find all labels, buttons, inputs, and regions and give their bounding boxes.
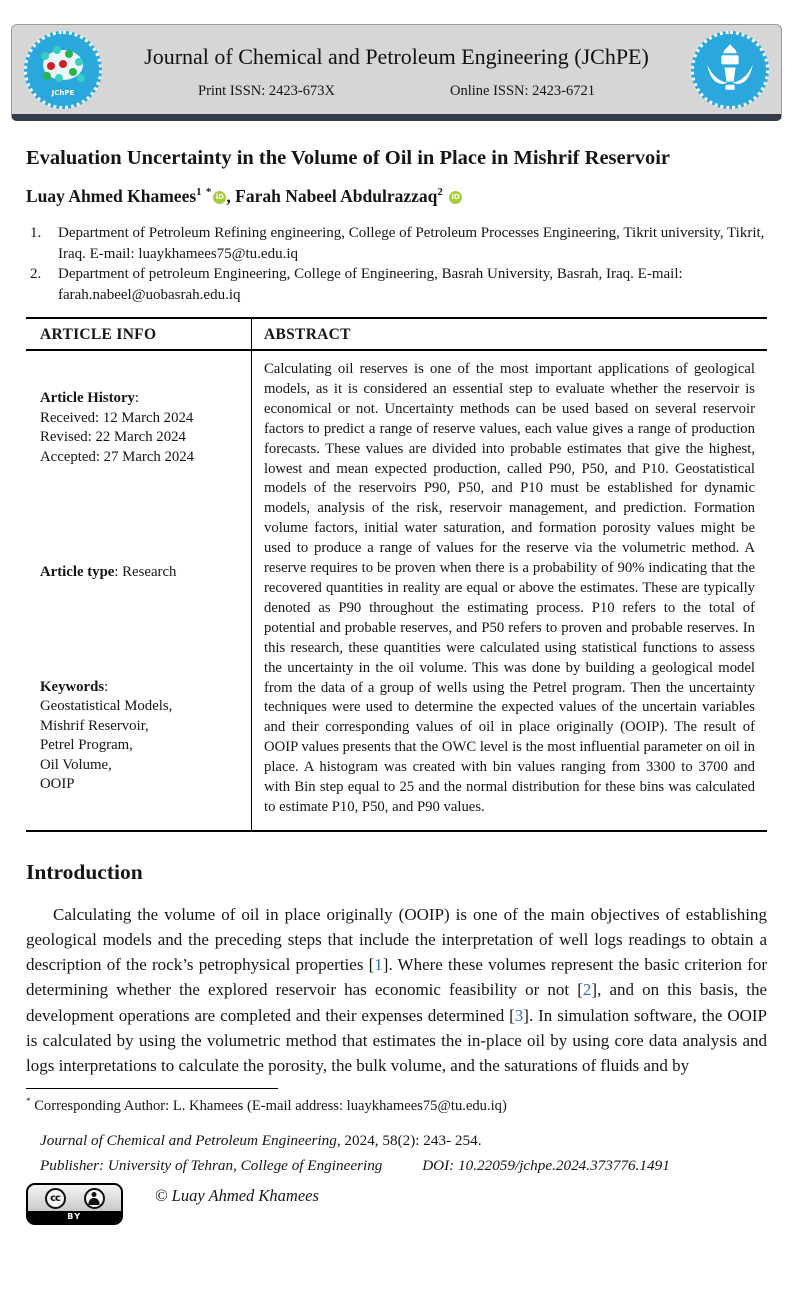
doi-text[interactable]: DOI: 10.22059/jchpe.2024.373776.1491	[422, 1156, 670, 1174]
journal-header	[11, 24, 782, 121]
abstract-column	[252, 319, 767, 830]
corresponding-author-asterisk: *	[205, 186, 212, 199]
article-type-value: : Research	[114, 564, 177, 580]
molecule-dot-icon	[41, 52, 49, 60]
citation-link-2[interactable]: 2	[582, 980, 592, 1000]
author-1-name: Luay Ahmed Khamees	[26, 186, 197, 206]
article-info-abstract-table	[26, 317, 767, 832]
author-1-affiliation-superscript: 1	[196, 186, 202, 199]
intro-text-segment: ], and on this basis, the development operations are completed and their expenses determined [	[26, 980, 768, 1025]
revised-date: Revised: 22 March 2024	[40, 429, 186, 445]
person-head-dot	[92, 1192, 97, 1197]
journal-name-italic: Journal of Chemical and Petroleum Engineering	[40, 1132, 337, 1150]
cc-badge-icons	[28, 1185, 121, 1211]
article-history-colon: :	[134, 390, 140, 406]
author-separator: ,	[226, 186, 236, 206]
affiliation-text: Department of petroleum Engineering, College of Engineering, Basrah University, Basrah, Iraq. E-mail: farah.nabeel@uobasrah.edu.iq	[58, 266, 683, 303]
abstract-header: ABSTRACT	[252, 319, 767, 351]
abstract-text: Calculating oil reserves is one of the most important applications of geological models, as it is considered an essential step to evaluate whether the reservoir is economical or not. Uncertainty methods can be used based on several reservoir factors to predict a range of reserve values, each value gives a range of production forecasts. These values are divided into probable estimates that give the highest, lowest and mean expected production, called P90, P50, and P10. Geostatistical models of the reservoirs P90, P50, and P10 must be established for dynamic models, analysis of the risk, reservoir management, and prediction. Formation volume factors, initial water saturation, and formation porosity values might be used to produce a range of values for the reserve via the volumetric method. A reserve requires to be proven when there is a probability of 90% indicating that the recovered quantities in reality are equal or above the estimates. These are typically denoted as P90 throughout the estimating process. P10 refers to the total of potential and probable reserves, and P50 refers to proven and probable reserves. In this research, these quantities were calculated using statistical functions to assess the uncertainty in the oil volume. This was done by building a geological model from the data of a group of wells using the Petrel program. Then the uncertainty techniques were used to determine the expected values of the uncertain variables and their corresponding values of oil in place originally (OOIP). The result of OOIP values presents that the OWC level is the most influential parameter on oil in place. A histogram was created with bin values ranging from 3300 to 3700 and with Bin step equal to 25 and the normal distribution for these bins was calculated to estimate P10, P50, and P90 values.	[264, 361, 755, 815]
keyword-item: Mishrif Reservoir,	[40, 717, 149, 734]
keyword-item: Oil Volume,	[40, 756, 112, 773]
affiliation-item	[30, 223, 767, 264]
footnote-divider	[26, 1088, 278, 1089]
molecule-dot-icon	[53, 46, 61, 54]
online-issn: Online ISSN: 2423-6721	[449, 82, 595, 99]
footnote-text: Corresponding Author: L. Khamees (E-mail address: luaykhamees75@tu.edu.iq)	[34, 1098, 507, 1115]
author-2-name: Farah Nabeel Abdulrazzaq	[235, 186, 438, 206]
article-history-label: Article History	[40, 390, 135, 406]
molecule-dot-icon	[55, 74, 63, 82]
attribution-person-icon	[84, 1188, 105, 1209]
keywords-label: Keywords	[40, 678, 105, 695]
affiliation-number: 2.	[30, 266, 42, 282]
molecule-dot-icon	[59, 60, 67, 68]
affiliation-number: 1.	[30, 225, 42, 241]
molecule-dot-icon	[75, 58, 83, 66]
orcid-icon[interactable]: iD	[449, 191, 462, 204]
article-info-header: ARTICLE INFO	[26, 319, 251, 351]
molecule-dot-icon	[69, 68, 77, 76]
intro-text-segment: ]. In simulation software, the OOIP is calculated by using the volumetric method that estimates the in-place oil by using core data analysis and logs interpretations to calculate the porosity, the bulk volume, and the saturations of fluids and by	[26, 1005, 767, 1076]
affiliation-item	[30, 264, 767, 305]
journal-citation-rest: , 2024, 58(2): 243- 254.	[336, 1132, 482, 1150]
intro-text-segment: ]. Where these volumes represent the basic criterion for determining whether the explored reservoir has economic feasibility or not [	[26, 955, 768, 1000]
cc-by-license-badge[interactable]	[26, 1183, 123, 1225]
article-info-column	[26, 319, 252, 830]
citation-link-1[interactable]: 1	[374, 955, 383, 975]
corresponding-author-footnote	[26, 1096, 767, 1115]
journal-citation-block	[40, 1129, 767, 1178]
page	[0, 24, 793, 1304]
journal-citation-line	[40, 1129, 767, 1154]
publisher-line	[40, 1154, 767, 1179]
affiliation-text: Department of Petroleum Refining engineering, College of Petroleum Processes Engineering, Tikrit university, Tikrit, Iraq. E-mail: luaykhamees75@tu.edu.iq	[58, 225, 765, 262]
keywords-block	[40, 678, 243, 795]
jchpe-logo	[24, 31, 102, 109]
article-info-body	[26, 351, 251, 815]
article-type-label: Article type	[40, 564, 115, 580]
molecule-dot-icon	[65, 50, 73, 58]
author-2-affiliation-superscript: 2	[437, 186, 443, 199]
publisher-text: Publisher: University of Tehran, College of Engineering	[40, 1156, 383, 1174]
article-type-block	[40, 563, 243, 583]
copyright-line: © Luay Ahmed Khamees	[155, 1186, 319, 1206]
molecule-dot-icon	[77, 74, 85, 82]
received-date: Received: 12 March 2024	[40, 409, 194, 426]
journal-masthead	[110, 40, 683, 100]
university-of-tehran-logo	[691, 31, 769, 109]
keywords-colon: :	[104, 678, 109, 695]
creative-commons-icon: cc	[45, 1188, 66, 1209]
keyword-item: Petrel Program,	[40, 737, 133, 753]
footnote-asterisk: *	[26, 1096, 31, 1107]
person-body-shape	[89, 1198, 100, 1205]
university-emblem-icon	[694, 34, 766, 106]
cc-by-label: BY	[28, 1211, 121, 1223]
intro-text-segment: Calculating the volume of oil in place originally (OOIP) is one of the main objectives of establishing geological models and the preceding steps that include the interpretation of well logs readings to obtain a description of the rock’s petrophysical properties [	[26, 904, 767, 975]
article-history-block	[40, 389, 243, 467]
print-issn: Print ISSN: 2423-673X	[198, 82, 335, 99]
license-row	[26, 1183, 767, 1225]
introduction-paragraph	[26, 902, 767, 1078]
author-line	[26, 186, 767, 207]
keyword-item: Geostatistical Models,	[40, 698, 173, 714]
accepted-date: Accepted: 27 March 2024	[40, 448, 195, 465]
orcid-icon[interactable]: iD	[213, 191, 226, 204]
journal-title: Journal of Chemical and Petroleum Engineering (JChPE)	[144, 43, 649, 69]
molecule-dot-icon	[47, 62, 55, 70]
introduction-heading: Introduction	[26, 859, 143, 884]
jchpe-logo-label: JChPE	[51, 88, 75, 97]
citation-link-3[interactable]: 3	[514, 1005, 524, 1025]
affiliation-list	[30, 223, 767, 305]
issn-row	[110, 83, 683, 100]
molecule-dot-icon	[43, 72, 51, 80]
keyword-item: OOIP	[40, 776, 75, 792]
article-title: Evaluation Uncertainty in the Volume of Oil in Place in Mishrif Reservoir	[26, 147, 671, 169]
